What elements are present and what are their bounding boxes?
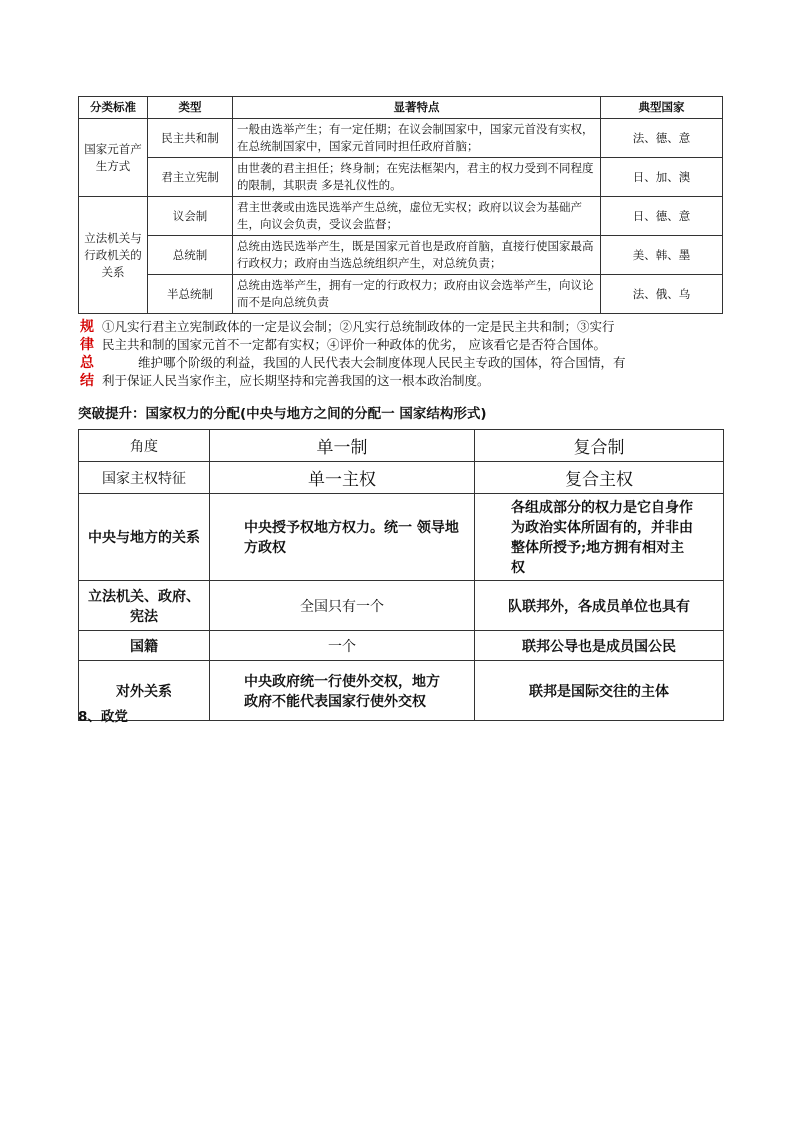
section-heading: 8、政党 bbox=[78, 709, 128, 725]
table-row bbox=[79, 119, 723, 158]
compound-cell: 联邦公导也是成员国公民 bbox=[475, 631, 724, 661]
header-category: 分类标准 bbox=[79, 97, 148, 119]
row-label: 中央与地方的关系 bbox=[79, 494, 210, 581]
type-cell: 总统制 bbox=[148, 236, 233, 275]
row-label: 国家主权特征 bbox=[79, 462, 210, 494]
compound-cell: 复合主权 bbox=[475, 462, 724, 494]
summary-label-char: 规 bbox=[80, 319, 94, 335]
regime-types-table bbox=[78, 96, 723, 314]
header-aspect: 角度 bbox=[79, 430, 210, 462]
summary-line: 利于保证人民当家作主，应长期坚持和完善我国的这一根本政治制度。 bbox=[102, 373, 490, 388]
summary-text bbox=[102, 318, 722, 390]
countries-cell: 日、德、意 bbox=[601, 197, 723, 236]
header-unitary: 单一制 bbox=[210, 430, 475, 462]
header-features: 显著特点 bbox=[233, 97, 601, 119]
countries-cell: 日、加、澳 bbox=[601, 158, 723, 197]
unitary-cell: 一个 bbox=[210, 631, 475, 661]
feature-cell: 总统由选举产生，拥有一定的行政权力；政府由议会选举产生，向议论而不是向总统负责 bbox=[233, 275, 601, 314]
summary-label-char: 结 bbox=[80, 373, 94, 389]
unitary-cell: 全国只有一个 bbox=[210, 581, 475, 631]
table-row bbox=[79, 462, 724, 494]
summary-label bbox=[80, 318, 96, 390]
type-cell: 君主立宪制 bbox=[148, 158, 233, 197]
category-cell: 国家元首产生方式 bbox=[79, 119, 148, 197]
countries-cell: 法、俄、乌 bbox=[601, 275, 723, 314]
feature-cell: 总统由选民选举产生，既是国家元首也是政府首脑，直接行使国家最高行政权力；政府由当选总统组织产生，对总统负责； bbox=[233, 236, 601, 275]
header-compound: 复合制 bbox=[475, 430, 724, 462]
unitary-cell: 中央授予权地方权力。统一 领导地方政权 bbox=[210, 494, 475, 581]
table-row bbox=[79, 197, 723, 236]
table-row bbox=[79, 494, 724, 581]
unitary-cell: 单一主权 bbox=[210, 462, 475, 494]
type-cell: 民主共和制 bbox=[148, 119, 233, 158]
row-label: 立法机关、政府、宪法 bbox=[79, 581, 210, 631]
table-row bbox=[79, 631, 724, 661]
compound-cell: 队联邦外，各成员单位也具有 bbox=[475, 581, 724, 631]
table-row bbox=[79, 158, 723, 197]
table-row bbox=[79, 581, 724, 631]
summary-label-char: 律 bbox=[80, 337, 94, 353]
countries-cell: 法、德、意 bbox=[601, 119, 723, 158]
feature-cell: 君主世袭或由选民选举产生总统，虚位无实权；政府以议会为基础产生，向议会负责，受议会监督； bbox=[233, 197, 601, 236]
row-label: 对外关系 bbox=[79, 661, 210, 721]
table-row bbox=[79, 661, 724, 721]
countries-cell: 美、韩、墨 bbox=[601, 236, 723, 275]
summary-line: ①凡实行君主立宪制政体的一定是议会制；②凡实行总统制政体的一定是民主共和制；③实行 bbox=[102, 319, 615, 334]
feature-cell: 由世袭的君主担任；终身制；在宪法框架内，君主的权力受到不同程度的限制，其职责 多是礼仪性的。 bbox=[233, 158, 601, 197]
feature-cell: 一般由选举产生；有一定任期；在议会制国家中，国家元首没有实权，在总统制国家中，国家元首同时担任政府首脑； bbox=[233, 119, 601, 158]
summary-line: 民主共和制的国家元首不一定都有实权；④评价一种政体的优劣， 应该看它是否符合国体。 bbox=[102, 337, 606, 352]
header-countries: 典型国家 bbox=[601, 97, 723, 119]
unitary-cell: 中央政府统一行使外交权，地方政府不能代表国家行使外交权 bbox=[210, 661, 475, 721]
table-header-row bbox=[79, 430, 724, 462]
compound-cell: 各组成部分的权力是它自身作为政治实体所固有的，并非由整体所授予;地方拥有相对主权 bbox=[475, 494, 724, 581]
type-cell: 议会制 bbox=[148, 197, 233, 236]
section-heading: 突破提升：国家权力的分配(中央与地方之间的分配一 国家结构形式) bbox=[78, 406, 487, 422]
table-row bbox=[79, 236, 723, 275]
table-row bbox=[79, 275, 723, 314]
summary-label-char: 总 bbox=[80, 355, 94, 371]
compound-cell: 联邦是国际交往的主体 bbox=[475, 661, 724, 721]
summary-line: 维护哪个阶级的利益，我国的人民代表大会制度体现人民民主专政的国体，符合国情，有 bbox=[138, 355, 626, 370]
row-label: 国籍 bbox=[79, 631, 210, 661]
header-type: 类型 bbox=[148, 97, 233, 119]
type-cell: 半总统制 bbox=[148, 275, 233, 314]
state-structure-table bbox=[78, 429, 724, 721]
category-cell: 立法机关与行政机关的关系 bbox=[79, 197, 148, 314]
table-header-row bbox=[79, 97, 723, 119]
